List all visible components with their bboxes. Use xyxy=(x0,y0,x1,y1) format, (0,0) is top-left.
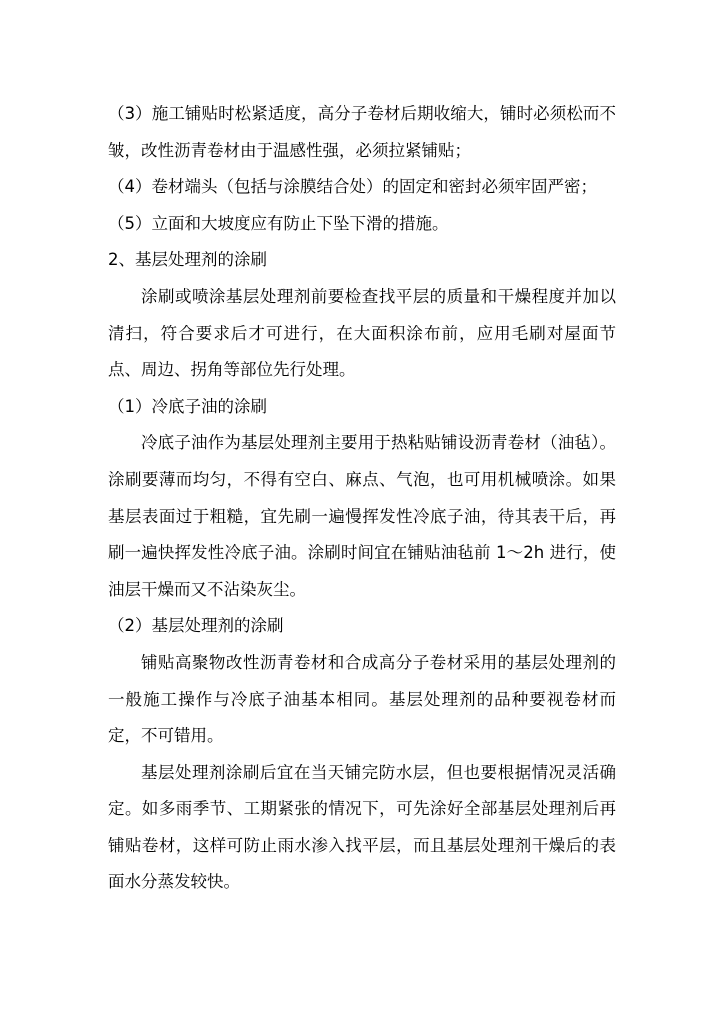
list-item-4: （4）卷材端头（包括与涂膜结合处）的固定和密封必须牢固严密； xyxy=(108,177,597,197)
body-paragraph: 铺贴高聚物改性沥青卷材和合成高分子卷材采用的基层处理剂的一般施工操作与冷底子油基本相同。基层处理剂的品种要视卷材而定，不可错用。 xyxy=(108,652,616,746)
document-body xyxy=(108,96,616,901)
list-item-5: （5）立面和大坡度应有防止下坠下滑的措施。 xyxy=(108,213,449,233)
body-paragraph: 涂刷或喷涂基层处理剂前要检查找平层的质量和干燥程度并加以清扫，符合要求后才可进行，在大面积涂布前，应用毛刷对屋面节点、周边、拐角等部位先行处理。 xyxy=(108,286,616,380)
body-paragraph: 冷底子油作为基层处理剂主要用于热粘贴铺设沥青卷材（油毡）。涂刷要薄而均匀，不得有空白、麻点、气泡，也可用机械喷涂。如果基层表面过于粗糙，宜先刷一遍慢挥发性冷底子油，待其表干后，再刷一遍快挥发性冷底子油。涂刷时间宜在铺贴油毡前 1～2h 进行，使油层干燥而又不沾染灰尘。 xyxy=(108,433,616,599)
subsection-heading: （1）冷底子油的涂刷 xyxy=(108,396,267,416)
subsection-heading: （2）基层处理剂的涂刷 xyxy=(108,616,284,636)
body-paragraph: 基层处理剂涂刷后宜在当天铺完防水层，但也要根据情况灵活确定。如多雨季节、工期紧张的情况下，可先涂好全部基层处理剂后再铺贴卷材，这样可防止雨水渗入找平层，而且基层处理剂干燥后的表面水分蒸发较快。 xyxy=(108,762,616,892)
list-item-3: （3）施工铺贴时松紧适度，高分子卷材后期收缩大，铺时必须松而不皱，改性沥青卷材由于温感性强，必须拉紧铺贴； xyxy=(108,104,616,160)
section-heading: 2、基层处理剂的涂刷 xyxy=(108,250,267,270)
